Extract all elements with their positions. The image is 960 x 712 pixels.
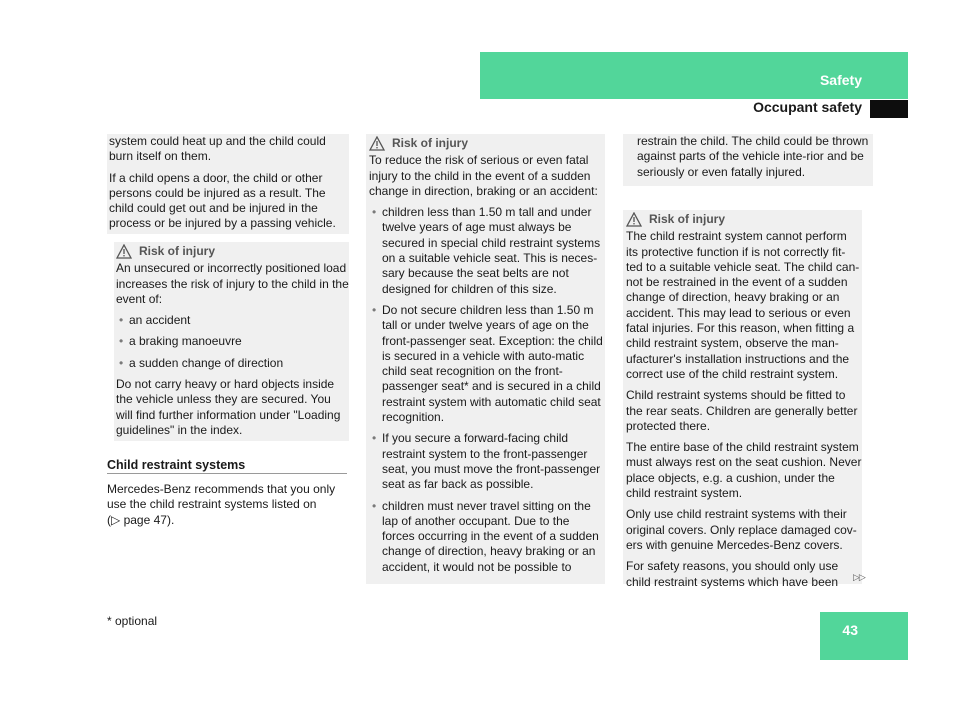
list-item: • children must never travel sitting on the lap of another occupant. Due to the forces occurring in the event of a sudden change of direction, heavy braking or an accident, it would not be possible to — [372, 498, 599, 574]
warning-triangle-icon — [116, 244, 132, 259]
section-heading: Child restraint systems — [107, 458, 246, 472]
continued-arrows-icon: ▷▷ — [853, 572, 865, 582]
section-marker — [870, 100, 908, 118]
continued-text: restrain the child. The child could be thrown against parts of the vehicle inte-rior and be seriously or even fatally injured. — [637, 134, 869, 179]
paragraph: The child restraint system cannot perform its protective function if is not correctly fit-ted to a suitable vehicle seat. The child can-not be restrained in the event of a sudden change of direction, heavy braking or an accident. This may lead to serious or even fatal injuries. For this reason, when fitting a child restraint system, observe the man-ufacturer's installation instructions and the correct use of the child restraint system. — [626, 229, 860, 381]
list-item: • an accident — [119, 313, 191, 328]
page-subtitle: Occupant safety — [753, 99, 862, 115]
warning-outro: Do not carry heavy or hard objects inside the vehicle unless they are secured. You will find further information under "Loading guidelines" in the index. — [116, 377, 341, 437]
page-ref-arrow-icon: ▷ — [111, 512, 121, 527]
paragraph: Only use child restraint systems with their original covers. Only replace damaged cov-ers with genuine Mercedes-Benz covers. — [626, 507, 857, 552]
page-number: 43 — [842, 622, 858, 638]
warning-triangle-icon — [626, 212, 642, 227]
list-item: • children less than 1.50 m tall and under twelve years of age must always be secured in special child restraint systems on a suitable vehicle seat. This is neces-sary because the seat belts are not designed for children of this size. — [372, 205, 601, 296]
warning-title-text: Risk of injury — [392, 136, 469, 150]
body-text: Mercedes-Benz recommends that you only use the child restraint systems listed on — [107, 482, 336, 512]
col1-continued-box — [107, 134, 349, 234]
col1-box-text-2: If a child opens a door, the child or other persons could be injured as a result. The child could get out and be injured in the process or be injured by a passing vehicle. — [109, 170, 336, 231]
col1-body: Mercedes-Benz recommends that you only use the child restraint systems listed on (▷ page 47). — [107, 482, 336, 527]
section-title: Safety — [819, 72, 862, 88]
col2-warning-box — [366, 134, 605, 584]
warning-title — [116, 244, 349, 259]
page-ref-link[interactable]: page 47). — [123, 512, 175, 527]
col1-warning-box — [114, 242, 349, 441]
footnote: * optional — [107, 614, 158, 628]
list-item: • a braking manoeuvre — [119, 334, 242, 349]
warning-intro: An unsecured or incorrectly positioned load increases the risk of injury to the child in the event of: — [116, 261, 349, 306]
warning-title-text: Risk of injury — [649, 212, 726, 226]
paragraph: The entire base of the child restraint system must always rest on the seat cushion. Never place objects, e.g. a cushion, under the child restraint system. — [626, 440, 862, 501]
paragraph: Child restraint systems should be fitted to the rear seats. Children are generally better protected there. — [626, 388, 858, 433]
warning-triangle-icon — [369, 136, 385, 151]
warning-intro: To reduce the risk of serious or even fatal injury to the child in the event of a sudden change in direction, braking or an accident: — [369, 153, 598, 198]
section-tab — [480, 52, 908, 99]
list-item: • If you secure a forward-facing child restraint system to the front-passenger seat, you must move the front-passenger seat as far back as possible. — [372, 431, 601, 492]
paragraph: For safety reasons, you should only use child restraint systems which have been — [626, 559, 839, 589]
col1-box-text-1: system could heat up and the child could burn itself on them. — [109, 134, 326, 164]
heading-divider — [107, 473, 347, 474]
warning-title — [369, 136, 605, 151]
warning-title-text: Risk of injury — [139, 244, 216, 258]
page-number-box — [820, 612, 908, 660]
list-item: • a sudden change of direction — [119, 355, 284, 370]
warning-title — [626, 212, 862, 227]
col3-warning-box — [623, 210, 862, 589]
col3-continued-box — [623, 134, 873, 186]
list-item: • Do not secure children less than 1.50 m tall or under twelve years of age on the front-passenger seat. Exception: the child is secured in a vehicle with auto-matic child seat recognition on the front-passenger seat* and is secured in a child restraint system with automatic child seat recognition. — [372, 302, 603, 425]
